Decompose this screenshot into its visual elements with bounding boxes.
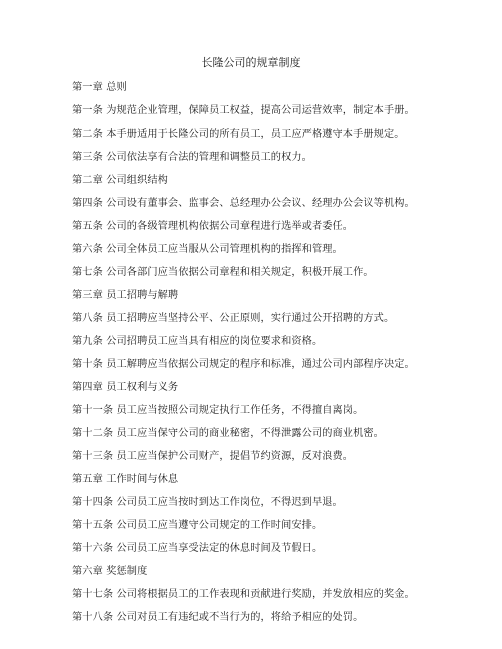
- chapter-heading: 第三章 员工招聘与解聘: [72, 290, 179, 301]
- article-line: 第八条 员工招聘应当坚持公平、公正原则，实行通过公开招聘的方式。: [72, 313, 395, 324]
- article-line: 第三条 公司依法享有合法的管理和调整员工的权力。: [72, 152, 312, 163]
- article-line: 第十二条 员工应当保守公司的商业秘密，不得泄露公司的商业机密。: [72, 428, 384, 439]
- article-line: 第十七条 公司将根据员工的工作表现和贡献进行奖励，并发放相应的奖金。: [72, 589, 415, 600]
- document-title: 长隆公司的规章制度: [201, 56, 301, 69]
- chapter-heading: 第四章 员工权利与义务: [72, 382, 179, 393]
- chapter-heading: 第二章 公司组织结构: [72, 175, 168, 186]
- article-line: 第四条 公司设有董事会、监事会、总经理办公会议、经理办公会议等机构。: [72, 198, 415, 209]
- chapter-heading: 第一章 总则: [72, 82, 127, 93]
- chapter-heading: 第五章 工作时间与休息: [72, 474, 179, 485]
- article-line: 第十四条 公司员工应当按时到达工作岗位，不得迟到早退。: [72, 497, 343, 508]
- article-line: 第十八条 公司对员工有违纪或不当行为的，将给予相应的处罚。: [72, 612, 364, 623]
- article-line: 第十三条 员工应当保护公司财产，提倡节约资源，反对浪费。: [72, 451, 354, 462]
- article-line: 第一条 为规范企业管理，保障员工权益，提高公司运营效率，制定本手册。: [72, 105, 415, 116]
- article-line: 第十六条 公司员工应当享受法定的休息时间及节假日。: [72, 543, 323, 554]
- article-line: 第十一条 员工应当按照公司规定执行工作任务，不得擅自离岗。: [72, 405, 364, 416]
- article-line: 第六条 公司全体员工应当服从公司管理机构的指挥和管理。: [72, 244, 343, 255]
- chapter-heading: 第六章 奖惩制度: [72, 566, 148, 577]
- article-line: 第十条 员工解聘应当依据公司规定的程序和标准，通过公司内部程序决定。: [72, 359, 415, 370]
- article-line: 第十五条 公司员工应当遵守公司规定的工作时间安排。: [72, 520, 323, 531]
- article-line: 第九条 公司招聘员工应当具有相应的岗位要求和资格。: [72, 336, 323, 347]
- article-line: 第五条 公司的各级管理机构依据公司章程进行选举或者委任。: [72, 221, 354, 232]
- article-line: 第七条 公司各部门应当依据公司章程和相关规定，积极开展工作。: [72, 267, 374, 278]
- article-line: 第二条 本手册适用于长隆公司的所有员工，员工应严格遵守本手册规定。: [72, 129, 405, 140]
